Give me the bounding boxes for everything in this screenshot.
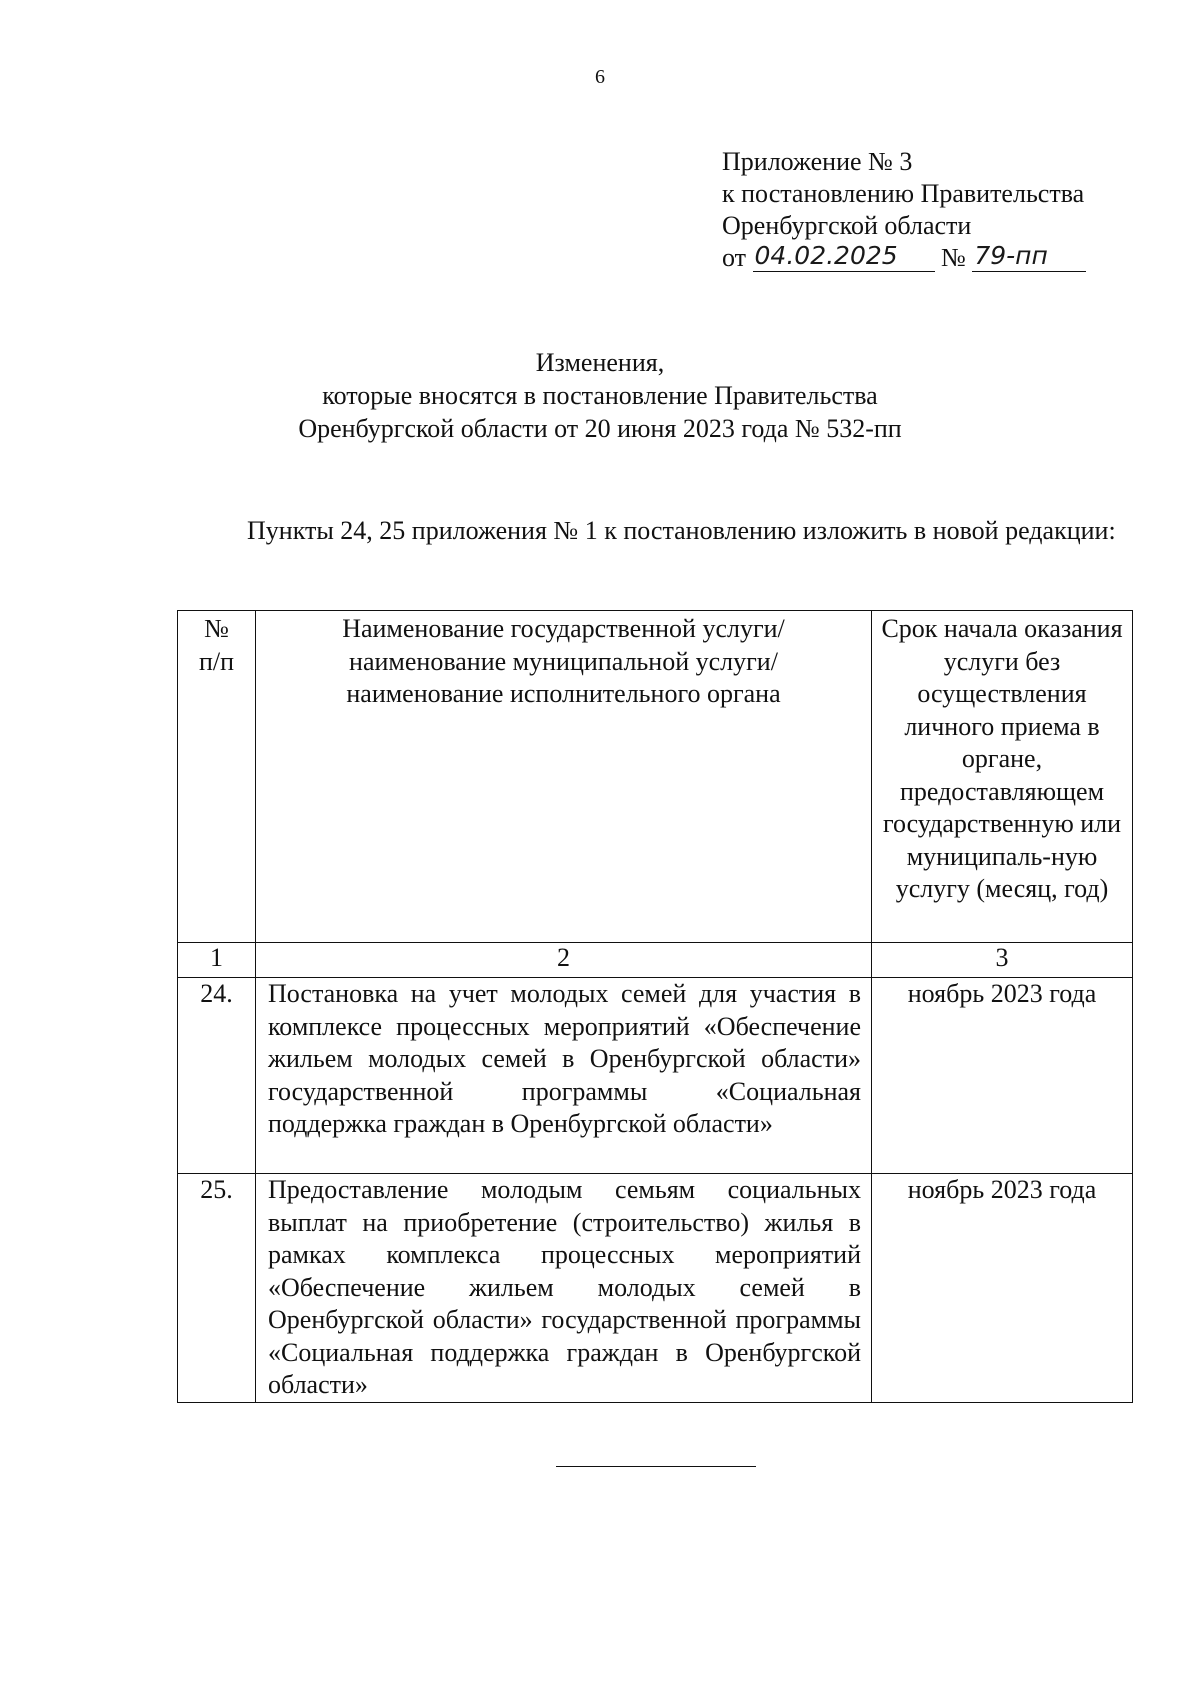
row-index: 24. bbox=[178, 978, 256, 1174]
table-row bbox=[178, 978, 1133, 1174]
handwritten-date: 04.02.2025 bbox=[754, 241, 898, 270]
header-cell-number: № п/п bbox=[178, 611, 256, 943]
row-service-name: Постановка на учет молодых семей для участия в комплексе процессных мероприятий «Обеспечение жильем молодых семей в Оренбургской области» государственной программы «Социальная поддержка граждан в Оренбургской области» bbox=[256, 978, 872, 1174]
table-row bbox=[178, 1174, 1133, 1403]
row-service-name: Предоставление молодым семьям социальных выплат на приобретение (строительство) жилья в рамках комплекса процессных мероприятий «Обеспечение жильем молодых семей в Оренбургской области» государственной программы «Социальная поддержка граждан в Оренбургской области» bbox=[256, 1174, 872, 1403]
appendix-date-field bbox=[753, 241, 935, 272]
document-title bbox=[0, 346, 1200, 445]
title-line-3: Оренбургской области от 20 июня 2023 года № 532-пп bbox=[298, 414, 902, 443]
appendix-line-4 bbox=[722, 242, 1162, 274]
page-number: 6 bbox=[595, 66, 605, 88]
header-cell-term: Срок начала оказания услуги без осуществления личного приема в органе, предоставляющем государственную или муниципаль-ную услугу (месяц, год) bbox=[872, 611, 1133, 943]
appendix-number-field bbox=[972, 241, 1086, 272]
header-cell-name: Наименование государственной услуги/ наименование муниципальной услуги/ наименование исполнительного органа bbox=[256, 611, 872, 943]
appendix-number-sign: № bbox=[941, 243, 966, 272]
appendix-line-2: к постановлению Правительства bbox=[722, 179, 1085, 208]
column-number-3: 3 bbox=[872, 943, 1133, 978]
table-header-row bbox=[178, 611, 1133, 943]
appendix-block bbox=[722, 146, 1162, 274]
row-term: ноябрь 2023 года bbox=[872, 1174, 1133, 1403]
appendix-date-prefix: от bbox=[722, 243, 747, 272]
title-line-2: которые вносятся в постановление Правительства bbox=[322, 381, 878, 410]
appendix-line-1: Приложение № 3 bbox=[722, 147, 913, 176]
column-number-1: 1 bbox=[178, 943, 256, 978]
appendix-line-3: Оренбургской области bbox=[722, 211, 972, 240]
table-column-numbers-row bbox=[178, 943, 1133, 978]
title-line-1: Изменения, bbox=[535, 348, 665, 377]
row-term: ноябрь 2023 года bbox=[872, 978, 1133, 1174]
column-number-2: 2 bbox=[256, 943, 872, 978]
closing-rule bbox=[556, 1466, 756, 1467]
handwritten-number: 79-пп bbox=[974, 241, 1048, 270]
row-index: 25. bbox=[178, 1174, 256, 1403]
intro-paragraph: Пункты 24, 25 приложения № 1 к постановлению изложить в новой редакции: bbox=[247, 516, 1116, 545]
changes-table bbox=[177, 610, 1133, 1403]
